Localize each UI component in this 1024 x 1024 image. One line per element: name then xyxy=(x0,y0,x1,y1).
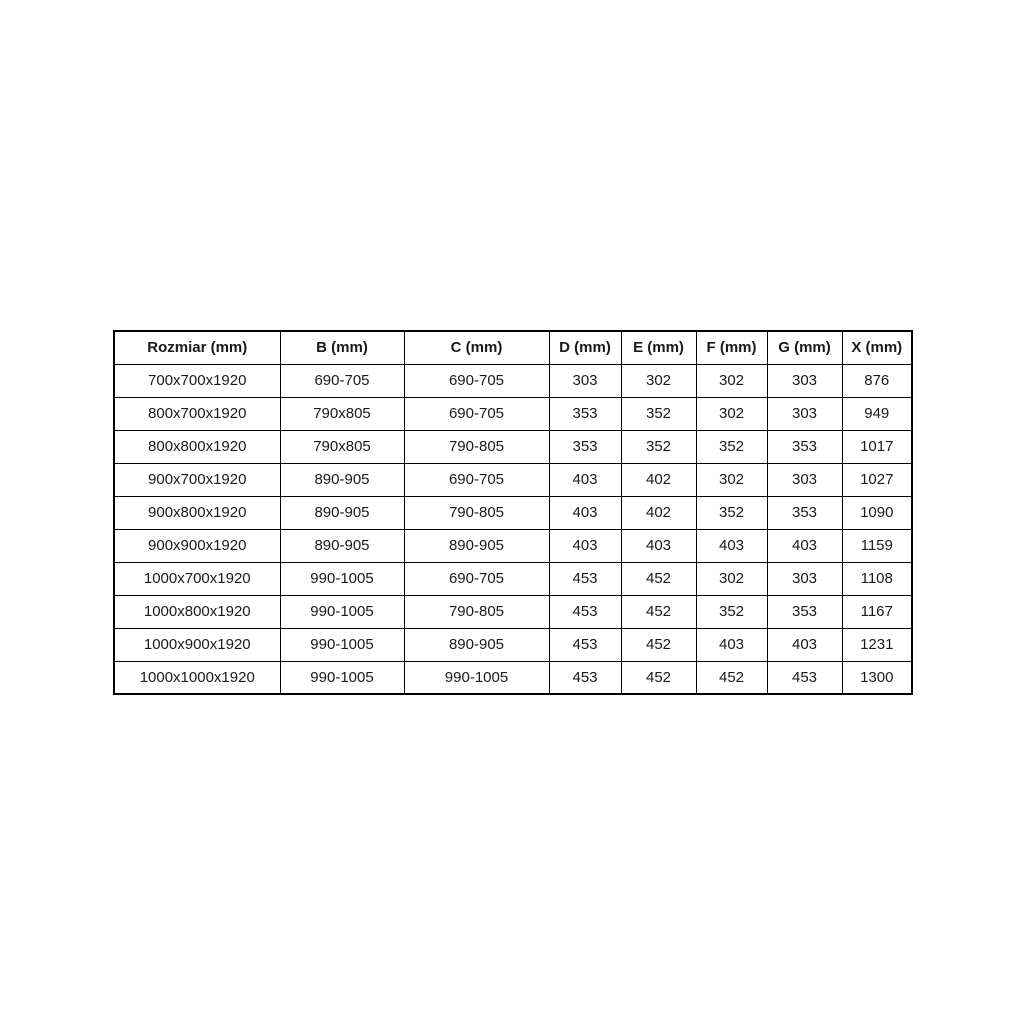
table-cell: 1000x900x1920 xyxy=(114,628,280,661)
table-cell: 453 xyxy=(549,595,621,628)
table-row xyxy=(114,430,912,463)
table-cell: 1017 xyxy=(842,430,912,463)
table-cell: 452 xyxy=(621,562,696,595)
table-cell: 352 xyxy=(621,397,696,430)
column-header: F (mm) xyxy=(696,331,767,364)
table-cell: 890-905 xyxy=(280,496,404,529)
table-cell: 452 xyxy=(621,628,696,661)
table-cell: 402 xyxy=(621,463,696,496)
table-cell: 402 xyxy=(621,496,696,529)
table-cell: 452 xyxy=(621,595,696,628)
table-cell: 403 xyxy=(767,529,842,562)
table-cell: 352 xyxy=(696,496,767,529)
table-cell: 690-705 xyxy=(404,562,549,595)
table-cell: 1090 xyxy=(842,496,912,529)
table-cell: 403 xyxy=(696,628,767,661)
table-cell: 403 xyxy=(549,496,621,529)
table-cell: 690-705 xyxy=(404,397,549,430)
table-cell: 1027 xyxy=(842,463,912,496)
table-cell: 900x800x1920 xyxy=(114,496,280,529)
table-cell: 303 xyxy=(767,364,842,397)
column-header: G (mm) xyxy=(767,331,842,364)
table-cell: 890-905 xyxy=(280,463,404,496)
column-header: B (mm) xyxy=(280,331,404,364)
table-row xyxy=(114,661,912,694)
table-cell: 990-1005 xyxy=(280,661,404,694)
table-cell: 900x900x1920 xyxy=(114,529,280,562)
table-cell: 353 xyxy=(767,496,842,529)
table-cell: 990-1005 xyxy=(404,661,549,694)
table-row xyxy=(114,529,912,562)
table-cell: 403 xyxy=(549,529,621,562)
table-cell: 353 xyxy=(767,595,842,628)
table-cell: 890-905 xyxy=(404,628,549,661)
column-header: E (mm) xyxy=(621,331,696,364)
table-row xyxy=(114,364,912,397)
header-row xyxy=(114,331,912,364)
table-row xyxy=(114,463,912,496)
table-cell: 453 xyxy=(549,628,621,661)
table-cell: 1108 xyxy=(842,562,912,595)
table-cell: 1300 xyxy=(842,661,912,694)
table-cell: 353 xyxy=(767,430,842,463)
table-cell: 303 xyxy=(767,562,842,595)
table-cell: 352 xyxy=(696,430,767,463)
column-header: C (mm) xyxy=(404,331,549,364)
table-cell: 452 xyxy=(696,661,767,694)
table-cell: 302 xyxy=(696,463,767,496)
table-cell: 990-1005 xyxy=(280,595,404,628)
table-cell: 990-1005 xyxy=(280,628,404,661)
table-cell: 876 xyxy=(842,364,912,397)
table-cell: 303 xyxy=(767,397,842,430)
table-cell: 790-805 xyxy=(404,595,549,628)
dimensions-table xyxy=(113,330,913,695)
table-cell: 690-705 xyxy=(280,364,404,397)
table-cell: 690-705 xyxy=(404,463,549,496)
table-cell: 303 xyxy=(767,463,842,496)
table-cell: 1000x700x1920 xyxy=(114,562,280,595)
table-cell: 302 xyxy=(696,562,767,595)
table-cell: 1167 xyxy=(842,595,912,628)
table-cell: 790-805 xyxy=(404,430,549,463)
table-cell: 790-805 xyxy=(404,496,549,529)
table-row xyxy=(114,397,912,430)
table-cell: 303 xyxy=(549,364,621,397)
table-cell: 990-1005 xyxy=(280,562,404,595)
table-row xyxy=(114,628,912,661)
table-cell: 403 xyxy=(621,529,696,562)
column-header: X (mm) xyxy=(842,331,912,364)
table-cell: 302 xyxy=(696,364,767,397)
table-cell: 949 xyxy=(842,397,912,430)
table-cell: 302 xyxy=(621,364,696,397)
table-row xyxy=(114,562,912,595)
column-header: Rozmiar (mm) xyxy=(114,331,280,364)
table-cell: 900x700x1920 xyxy=(114,463,280,496)
table-row xyxy=(114,595,912,628)
table-cell: 890-905 xyxy=(404,529,549,562)
table-cell: 800x700x1920 xyxy=(114,397,280,430)
table-cell: 700x700x1920 xyxy=(114,364,280,397)
table-cell: 790x805 xyxy=(280,397,404,430)
table-cell: 800x800x1920 xyxy=(114,430,280,463)
table-cell: 453 xyxy=(549,661,621,694)
table-cell: 453 xyxy=(767,661,842,694)
table-cell: 403 xyxy=(767,628,842,661)
table-cell: 353 xyxy=(549,430,621,463)
table-cell: 690-705 xyxy=(404,364,549,397)
column-header: D (mm) xyxy=(549,331,621,364)
table-cell: 302 xyxy=(696,397,767,430)
table-cell: 403 xyxy=(696,529,767,562)
table-cell: 352 xyxy=(621,430,696,463)
table-cell: 1000x1000x1920 xyxy=(114,661,280,694)
table-cell: 1159 xyxy=(842,529,912,562)
table-cell: 790x805 xyxy=(280,430,404,463)
table-cell: 453 xyxy=(549,562,621,595)
table-cell: 452 xyxy=(621,661,696,694)
table-cell: 353 xyxy=(549,397,621,430)
table-cell: 403 xyxy=(549,463,621,496)
table-cell: 1000x800x1920 xyxy=(114,595,280,628)
table-cell: 352 xyxy=(696,595,767,628)
table-row xyxy=(114,496,912,529)
table-cell: 1231 xyxy=(842,628,912,661)
table-cell: 890-905 xyxy=(280,529,404,562)
